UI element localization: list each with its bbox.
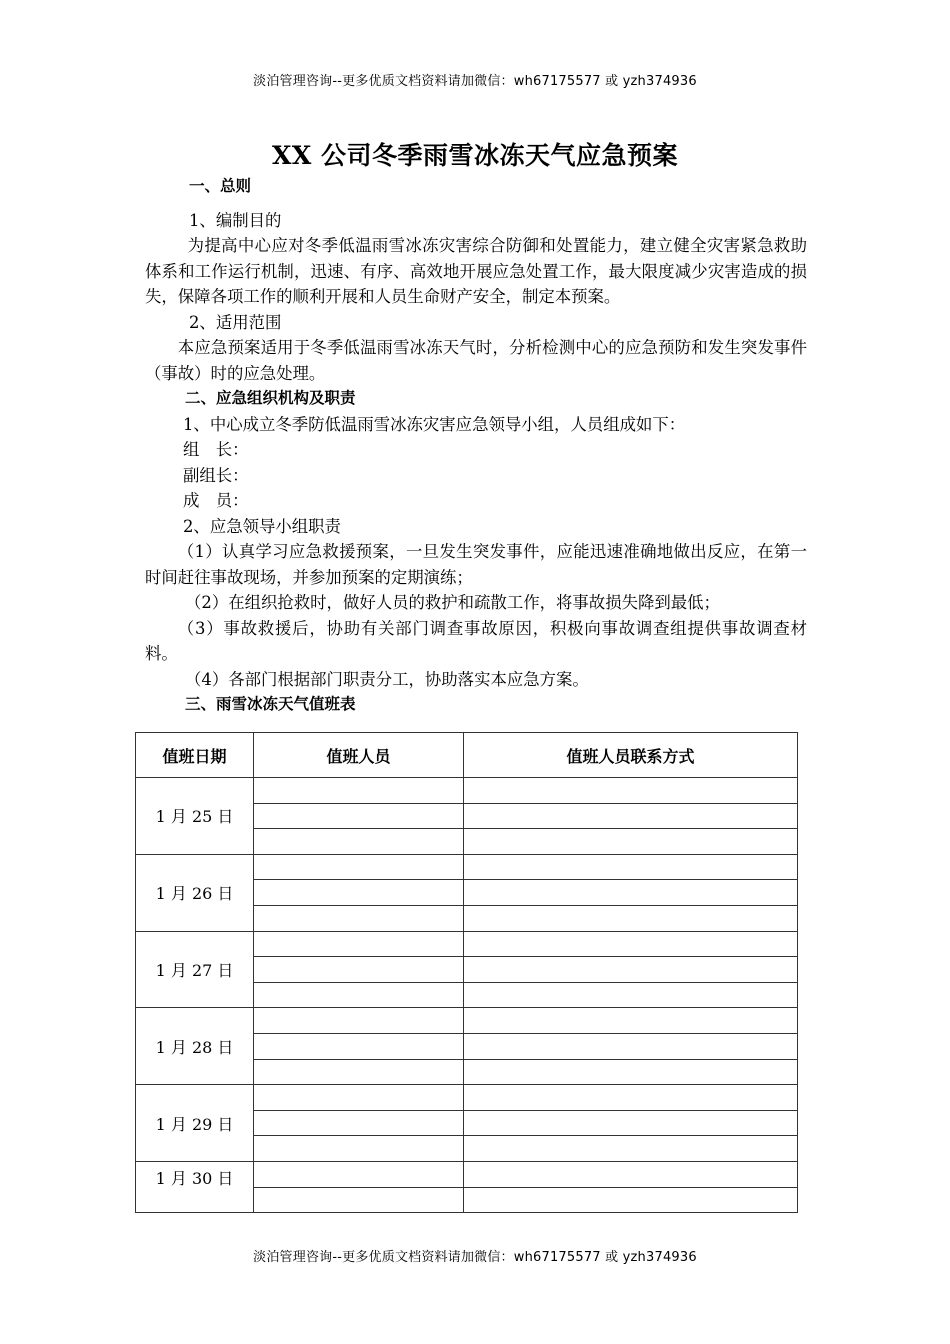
staff-cell[interactable] [254, 829, 464, 855]
section-heading-organization: 二、应急组织机构及职责 [185, 389, 356, 407]
staff-cell[interactable] [254, 1110, 464, 1136]
staff-cell[interactable] [254, 778, 464, 804]
staff-cell[interactable] [254, 1085, 464, 1111]
contact-cell[interactable] [464, 880, 798, 906]
subheading-scope: 2、适用范围 [189, 312, 282, 332]
contact-cell[interactable] [464, 1008, 798, 1034]
duty-roster-table [135, 732, 798, 1213]
duty-item-1: （1）认真学习应急救援预案，一旦发生突发事件，应能迅速准确地做出反应，在第一时间赶往事故现场，并参加预案的定期演练； [145, 542, 807, 587]
page-footer: 淡泊管理咨询--更多优质文档资料请加微信：wh67175577 或 yzh374936 [253, 1250, 697, 1265]
contact-cell[interactable] [464, 1136, 798, 1162]
document-title: XX 公司冬季雨雪冰冻天气应急预案 [272, 141, 678, 170]
contact-cell[interactable] [464, 1059, 798, 1085]
field-members: 成 员： [183, 491, 249, 510]
contact-cell[interactable] [464, 829, 798, 855]
column-header-contact: 值班人员联系方式 [464, 733, 798, 778]
table-row [136, 1085, 798, 1111]
subheading-purpose: 1、编制目的 [189, 210, 282, 230]
staff-cell[interactable] [254, 880, 464, 906]
paragraph-group-formation: 1、中心成立冬季防低温雨雪冰冻灾害应急领导小组，人员组成如下： [183, 414, 686, 434]
staff-cell[interactable] [254, 931, 464, 957]
staff-cell[interactable] [254, 982, 464, 1008]
duty-date-cell: 1 月 30 日 [136, 1161, 254, 1212]
page-header: 淡泊管理咨询--更多优质文档资料请加微信：wh67175577 或 yzh374936 [253, 74, 697, 89]
duty-date-cell: 1 月 27 日 [136, 931, 254, 1008]
column-header-staff: 值班人员 [254, 733, 464, 778]
staff-cell[interactable] [254, 1161, 464, 1187]
duty-date-cell: 1 月 25 日 [136, 778, 254, 855]
staff-cell[interactable] [254, 854, 464, 880]
duty-date-cell: 1 月 29 日 [136, 1085, 254, 1162]
paragraph-purpose: 为提高中心应对冬季低温雨雪冰冻灾害综合防御和处置能力，建立健全灾害紧急救助体系和工作运行机制，迅速、有序、高效地开展应急处置工作，最大限度减少灾害造成的损失，保障各项工作的顺利开展和人员生命财产安全，制定本预案。 [145, 236, 807, 306]
table-row [136, 931, 798, 957]
contact-cell[interactable] [464, 931, 798, 957]
staff-cell[interactable] [254, 957, 464, 983]
contact-cell[interactable] [464, 778, 798, 804]
table-header-row [136, 733, 798, 778]
contact-cell[interactable] [464, 803, 798, 829]
duty-date-cell: 1 月 26 日 [136, 854, 254, 931]
section-heading-duty-roster: 三、雨雪冰冻天气值班表 [185, 695, 356, 713]
staff-cell[interactable] [254, 1059, 464, 1085]
field-deputy-leader: 副组长： [183, 465, 249, 485]
field-leader: 组 长： [183, 440, 249, 459]
subheading-group-duties: 2、应急领导小组职责 [183, 516, 341, 536]
paragraph-scope: 本应急预案适用于冬季低温雨雪冰冻天气时，分析检测中心的应急预防和发生突发事件（事故）时的应急处理。 [145, 338, 807, 383]
staff-cell[interactable] [254, 1033, 464, 1059]
contact-cell[interactable] [464, 957, 798, 983]
contact-cell[interactable] [464, 1187, 798, 1213]
staff-cell[interactable] [254, 1008, 464, 1034]
staff-cell[interactable] [254, 1187, 464, 1213]
duty-date-cell: 1 月 28 日 [136, 1008, 254, 1085]
column-header-date: 值班日期 [136, 733, 254, 778]
contact-cell[interactable] [464, 1033, 798, 1059]
contact-cell[interactable] [464, 1161, 798, 1187]
contact-cell[interactable] [464, 982, 798, 1008]
contact-cell[interactable] [464, 1110, 798, 1136]
staff-cell[interactable] [254, 905, 464, 931]
contact-cell[interactable] [464, 1085, 798, 1111]
contact-cell[interactable] [464, 854, 798, 880]
staff-cell[interactable] [254, 1136, 464, 1162]
table-row [136, 1008, 798, 1034]
contact-cell[interactable] [464, 905, 798, 931]
table-row [136, 778, 798, 804]
document-body [145, 174, 807, 718]
section-heading-general: 一、总则 [189, 177, 252, 195]
table-row [136, 1161, 798, 1187]
duty-item-3: （3）事故救援后，协助有关部门调查事故原因，积极向事故调查组提供事故调查材料。 [145, 618, 807, 663]
table-row [136, 854, 798, 880]
duty-item-2: （2）在组织抢救时，做好人员的救护和疏散工作，将事故损失降到最低； [185, 593, 720, 612]
duty-item-4: （4）各部门根据部门职责分工，协助落实本应急方案。 [185, 669, 589, 689]
staff-cell[interactable] [254, 803, 464, 829]
